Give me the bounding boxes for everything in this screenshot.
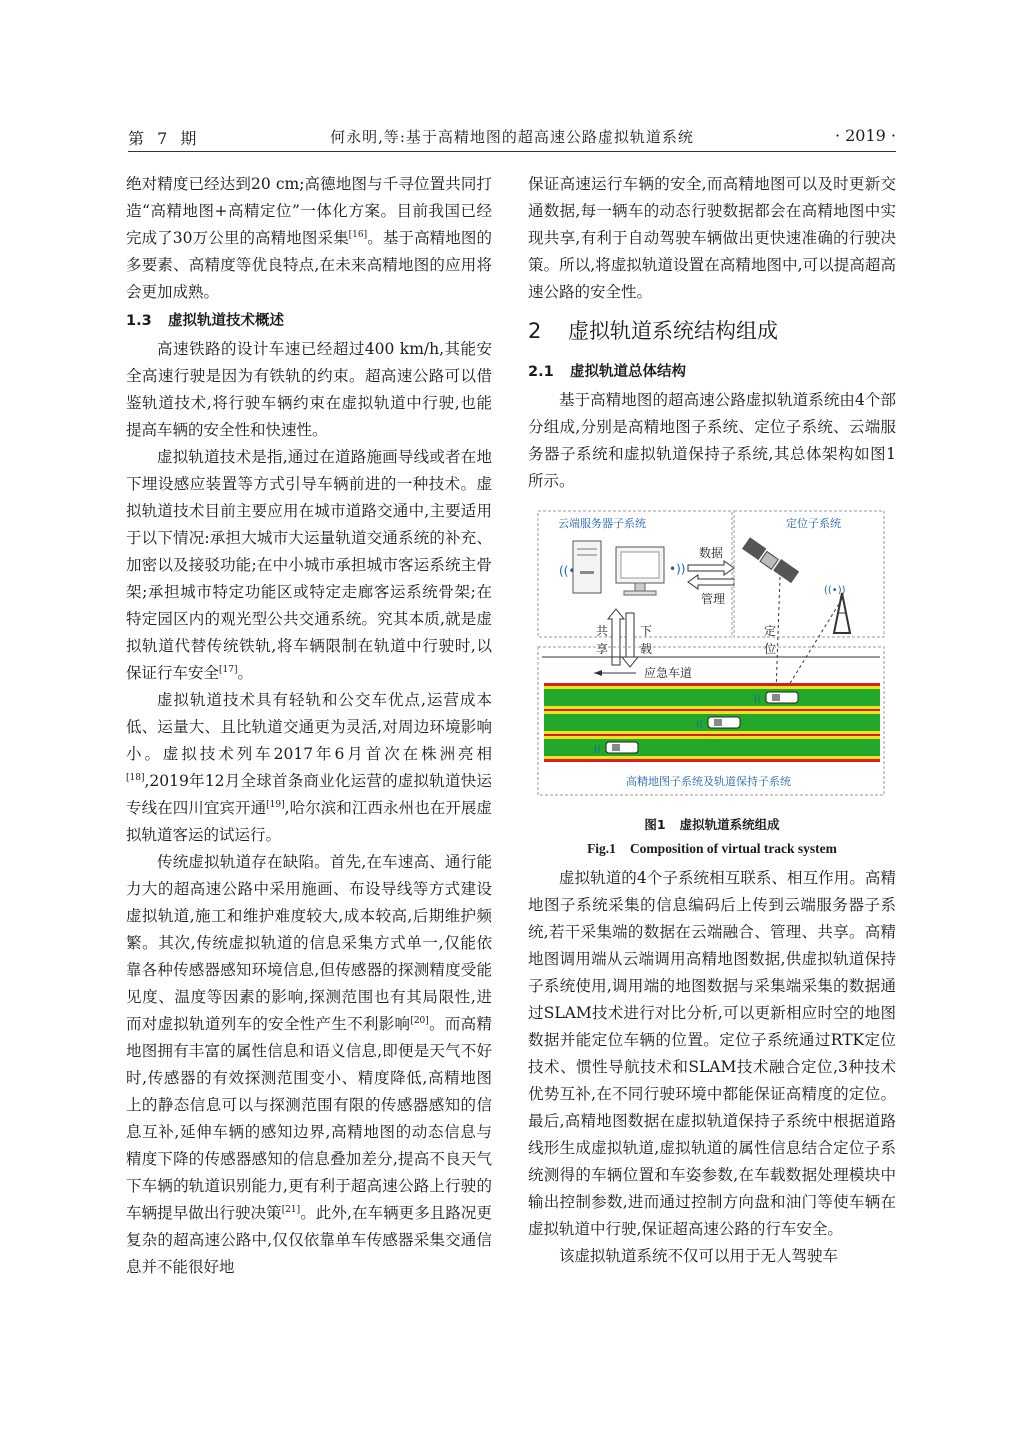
header-rule <box>128 151 896 152</box>
arrow-head-icon <box>594 670 602 676</box>
citation[interactable]: [16] <box>348 229 368 240</box>
share-label-bottom: 享 <box>596 642 609 656</box>
paragraph: 虚拟轨道的4个子系统相互联系、相互作用。高精地图子系统采集的信息编码后上传到云端服务器子系统,若干采集端的数据在云端融合、管理、共享。高精地图调用端从云端调用高精地图数据,供虚拟轨道保持子系统使用,调用端的地图数据与采集端采集的数据通过SLAM技术进行对比分析,可以更新相应时空的地图数据并能定位车辆的位置。定位子系统通过RTK定位技术、惯性导航技术和SLAM技术融合定位,3种技术优势互补,在不同行驶环境中都能保证高精度的定位。最后,高精地图数据在虚拟轨道保持子系统中根据道路线形生成虚拟轨道,虚拟轨道的属性信息结合定位子系统测得的车辆位置和车姿参数,在车载数据处理模块中输出控制参数,进而通过控制方向盘和油门等使车辆在虚拟轨道中行驶,保证超高速公路的行车安全。 <box>528 869 896 1238</box>
system-diagram <box>528 507 896 805</box>
paragraph-intro: 绝对精度已经达到20 cm;高德地图与千寻位置共同打造“高精地图+高精定位”一体化方案。目前我国已经完成了30万公里的高精地图采集[16]。基于高精地图的多要素、高精度等优良特点,在未来高精地图的应用将会更加成熟。 <box>126 175 492 301</box>
share-label-top: 共 <box>596 624 609 638</box>
locate-label-bottom: 位 <box>764 642 777 656</box>
section-heading-1-3: 1.3 虚拟轨道技术概述 <box>126 313 284 329</box>
wireless-signal-icon: ((• <box>559 564 576 578</box>
svg-text:((: (( <box>754 695 762 705</box>
running-header <box>128 120 896 154</box>
section-heading-2-1: 2.1 虚拟轨道总体结构 <box>528 364 686 380</box>
citation[interactable]: [20] <box>410 1015 429 1026</box>
server-tower-icon <box>573 541 601 593</box>
paragraph: 基于高精地图的超高速公路虚拟轨道系统由4个部分组成,分别是高精地图子系统、定位子系统、云端服务器子系统和虚拟轨道保持子系统,其总体架构如图1所示。 <box>528 391 896 490</box>
svg-text:((: (( <box>594 745 602 755</box>
citation[interactable]: [17] <box>219 664 238 675</box>
data-label: 数据 <box>699 546 724 560</box>
satellite-icon <box>742 537 799 583</box>
figure-caption-cn: 图1 虚拟轨道系统组成 <box>644 817 780 832</box>
positioning-label: 定位子系统 <box>786 517 841 530</box>
antenna-tower-icon <box>824 585 850 633</box>
section-heading-2: 2 虚拟轨道系统结构组成 <box>528 319 778 343</box>
paragraph-continued: 保证高速运行车辆的安全,而高精地图可以及时更新交通数据,每一辆车的动态行驶数据都会在高精地图中实现共享,有利于自动驾驶车辆做出更快速准确的行驶决策。所以,将虚拟轨道设置在高精地图中,可以提高超高速公路的安全性。 <box>528 175 896 301</box>
svg-text:((: (( <box>696 720 704 730</box>
signal-line <box>776 577 780 693</box>
left-column <box>126 171 492 1281</box>
share-download-arrows <box>608 609 638 667</box>
wireless-signal-icon: •)) <box>669 562 686 576</box>
page-number: · 2019 · <box>834 126 896 145</box>
figure-1 <box>528 507 896 859</box>
paragraph: 虚拟轨道技术具有轻轨和公交车优点,运营成本低、运量大、且比轨道交通更为灵活,对周边环境影响小。虚拟技术列车2017年6月首次在株洲亮相[18],2019年12月全球首条商业化运营的虚拟轨道快运专线在四川宜宾开通[19],哈尔滨和江西永州也在开展虚拟轨道客运的试运行。 <box>126 691 492 844</box>
paragraph: 传统虚拟轨道存在缺陷。首先,在车速高、通行能力大的超高速公路中采用施画、布设导线等方式建设虚拟轨道,施工和维护难度较大,成本较高,后期维护频繁。其次,传统虚拟轨道的信息采集方式单一,仅能依靠各种传感器感知环境信息,但传感器的探测精度受能见度、温度等因素的影响,探测范围也有其局限性,进而对虚拟轨道列车的安全性产生不利影响[20]。而高精地图拥有丰富的属性信息和语义信息,即便是天气不好时,传感器的有效探测范围变小、精度降低,高精地图上的静态信息可以与探测范围有限的传感器感知的信息互补,延伸车辆的感知边界,高精地图的动态信息与精度下降的传感器感知的信息叠加差分,提高不良天气下车辆的轨道识别能力,更有利于超高速公路上行驶的车辆提早做出行驶决策[21]。此外,在车辆更多且路况更复杂的超高速公路中,仅仅依靠单车传感器采集交通信息并不能很好地 <box>126 853 492 1276</box>
map-subsystem-label: 高精地图子系统及轨道保持子系统 <box>626 775 791 788</box>
paragraph: 高速铁路的设计车速已经超过400 km/h,其能安全高速行驶是因为有铁轨的约束。超高速公路可以借鉴轨道技术,将行驶车辆约束在虚拟轨道中行驶,也能提高车辆的安全性和快速性。 <box>126 340 492 439</box>
download-label-top: 下 <box>640 624 653 638</box>
signal-line <box>784 599 842 693</box>
monitor-icon <box>616 547 664 595</box>
citation[interactable]: [21] <box>281 1204 301 1215</box>
cloud-server-label: 云端服务器子系统 <box>558 517 646 530</box>
paragraph: 虚拟轨道技术是指,通过在道路施画导线或者在地下埋设感应装置等方式引导车辆前进的一种技术。虚拟轨道技术目前主要应用在城市道路交通中,主要适用于以下情况:承担大城市大运量轨道交通系统的补充、加密以及接驳功能;在中小城市承担城市客运系统主骨架;承担城市特定功能区或特定走廊客运系统骨架;在特定园区内的观光型公共交通系统。究其本质,就是虚拟轨道代替传统铁轨,将车辆限制在轨道中行驶时,以保证行车安全[17]。 <box>126 448 492 682</box>
paragraph: 该虚拟轨道系统不仅可以用于无人驾驶车 <box>559 1247 839 1265</box>
citation[interactable]: [19] <box>266 799 285 810</box>
manage-label: 管理 <box>701 592 726 606</box>
svg-text:((•)): ((•)) <box>824 585 846 596</box>
issue-number: 第 7 期 <box>128 129 201 148</box>
citation[interactable]: [18] <box>126 772 145 783</box>
figure-caption-en: Fig.1 Composition of virtual track system <box>587 841 837 856</box>
data-arrow <box>688 561 734 589</box>
locate-label-top: 定 <box>764 624 777 638</box>
download-label-bottom: 载 <box>640 642 653 656</box>
right-column <box>528 171 896 1270</box>
emergency-lane-label: 应急车道 <box>644 666 693 680</box>
running-title: 何永明,等:基于高精地图的超高速公路虚拟轨道系统 <box>330 128 694 146</box>
